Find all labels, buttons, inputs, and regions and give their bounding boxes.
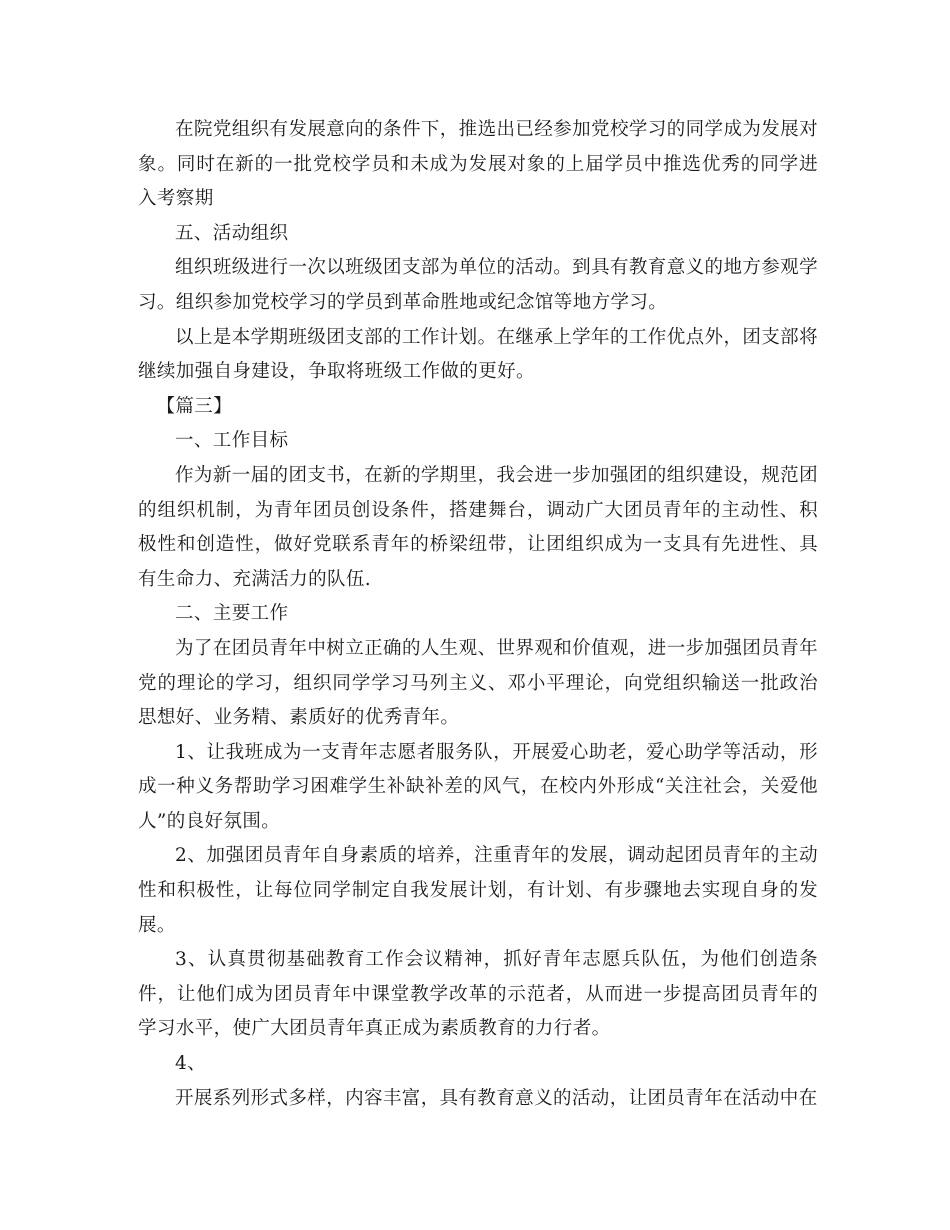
paragraph-item-1: 1、让我班成为一支青年志愿者服务队，开展爱心助老，爱心助学等活动，形成一种义务帮助学习困难学生补缺补差的风气，在校内外形成“关注社会，关爱他人”的良好氛围。 [138, 741, 818, 832]
paragraph-item-4-number: 4、 [175, 1053, 207, 1075]
heading-main-work: 二、主要工作 [175, 603, 289, 625]
paragraph-main-work-intro: 为了在团员青年中树立正确的人生观、世界观和价值观，进一步加强团员青年党的理论的学习，组织同学学习马列主义、邓小平理论，向党组织输送一批政治思想好、业务精、素质好的优秀青年。 [138, 637, 818, 729]
document-body [138, 113, 818, 1116]
heading-work-goals: 一、工作目标 [175, 430, 289, 452]
paragraph-work-goals: 作为新一届的团支书，在新的学期里，我会进一步加强团的组织建设，规范团的组织机制，为青年团员创设条件，搭建舞台，调动广大团员青年的主动性、积极性和创造性，做好党联系青年的桥梁纽带，让团组织成为一支具有先进性、具有生命力、充满活力的队伍. [138, 464, 818, 590]
section-marker-part-three: 【篇三】 [156, 395, 233, 417]
paragraph-item-4-text: 开展系列形式多样，内容丰富，具有教育意义的活动，让团员青年在活动中在 [175, 1087, 818, 1109]
paragraph-item-3: 3、认真贯彻基础教育工作会议精神，抓好青年志愿兵队伍，为他们创造条件，让他们成为团员青年中课堂教学改革的示范者，从而进一步提高团员青年的学习水平，使广大团员青年真正成为素质教育的力行者。 [138, 949, 818, 1040]
paragraph-activity-details: 组织班级进行一次以班级团支部为单位的活动。到具有教育意义的地方参观学习。组织参加党校学习的学员到革命胜地或纪念馆等地方学习。 [138, 257, 818, 313]
heading-activity-organization: 五、活动组织 [175, 222, 289, 244]
paragraph-plan-summary: 以上是本学期班级团支部的工作计划。在继承上学年的工作优点外，团支部将继续加强自身建设，争取将班级工作做的更好。 [138, 326, 818, 383]
paragraph-item-2: 2、加强团员青年自身素质的培养，注重青年的发展，调动起团员青年的主动性和积极性，让每位同学制定自我发展计划，有计划、有步骤地去实现自身的发展。 [138, 845, 818, 936]
paragraph-party-development: 在院党组织有发展意向的条件下，推选出已经参加党校学习的同学成为发展对象。同时在新的一批党校学员和未成为发展对象的上届学员中推选优秀的同学进入考察期 [138, 119, 818, 210]
